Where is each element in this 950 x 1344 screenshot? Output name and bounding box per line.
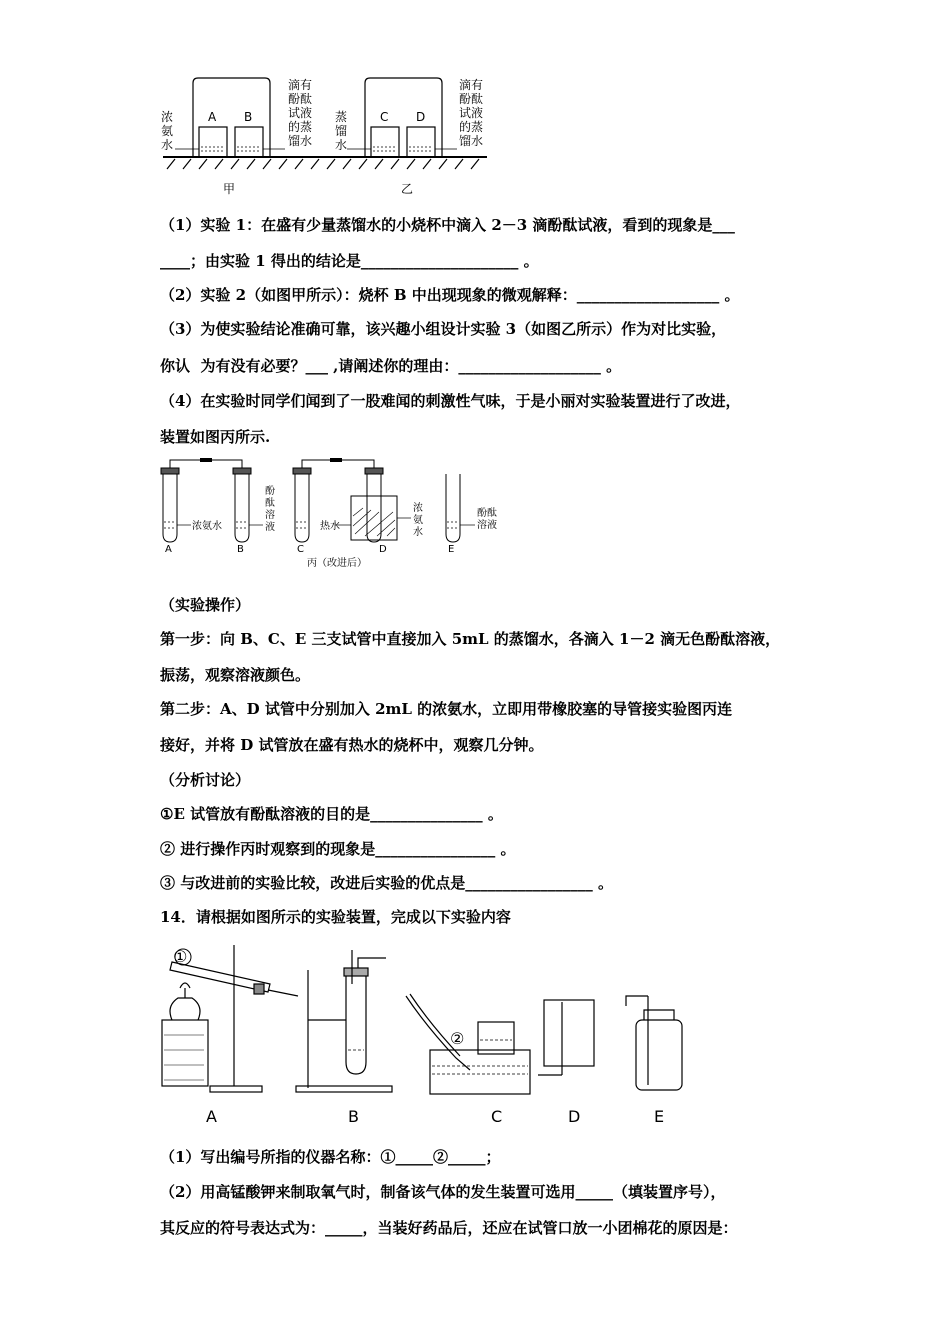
beaker-c-label: C xyxy=(380,110,389,124)
ops-title: （实验操作） xyxy=(160,596,251,614)
mark-2: ② xyxy=(450,1029,465,1048)
question-1: （1）实验 1：在盛有少量蒸馏水的小烧杯中滴入 2－3 滴酚酞试液，看到的现象是___ xyxy=(160,216,735,234)
apparatus-label-d: D xyxy=(568,1107,581,1126)
beaker-d-label: D xyxy=(416,110,426,124)
beaker-a-label: A xyxy=(208,110,217,124)
step-1: 第一步：向 B、C、E 三支试管中直接加入 5mL 的蒸馏水，各滴入 1－2 滴无色酚酞溶液， xyxy=(160,630,781,648)
question-14-2: （2）用高锰酸钾来制取氧气时，制备该气体的发生装置可选用_____（填装置序号）， xyxy=(160,1183,726,1201)
distilled-water-label: 蒸馏水 xyxy=(335,110,348,152)
tube-label-a: A xyxy=(165,544,172,555)
analysis-title: （分析讨论） xyxy=(160,771,251,789)
step-1-cont: 振荡，观察溶液颜色。 xyxy=(160,666,311,684)
apparatus-label-e: E xyxy=(654,1107,665,1126)
question-3-cont: 你认 为有没有必要？___ ,请阐述你的理由：___________________ 。 xyxy=(160,357,622,375)
tube-label-b: B xyxy=(237,544,244,555)
figure-jia-yi xyxy=(155,75,495,200)
question-4-cont: 装置如图丙所示. xyxy=(160,428,271,446)
question-2: （2）实验 2（如图甲所示）：烧杯 B 中出现现象的微观解释：___________________ 。 xyxy=(160,286,740,304)
phenol-water-label-yi: 滴有酚酞试液的蒸馏水 xyxy=(459,78,484,148)
question-14-3: 其反应的符号表达式为：_____，当装好药品后，还应在试管口放一小团棉花的原因是： xyxy=(160,1219,738,1237)
analysis-3: ③ 与改进前的实验比较，改进后实验的优点是_________________ 。 xyxy=(160,874,613,892)
figure-bing xyxy=(155,456,515,571)
conc-ammonia-label: 浓氨水 xyxy=(192,521,222,532)
tube-label-e: E xyxy=(448,544,455,555)
analysis-1: ①E 试管放有酚酞溶液的目的是_______________ 。 xyxy=(160,805,503,823)
hot-water-label: 热水 xyxy=(320,521,340,532)
phenol-solution-label-b: 酚酞溶液 xyxy=(265,486,275,533)
question-3: （3）为使实验结论准确可靠，该兴趣小组设计实验 3（如图乙所示）作为对比实验， xyxy=(160,320,727,338)
conc-ammonia-label-d: 浓氨水 xyxy=(413,503,423,538)
phenol-solution-label-e: 酚酞溶液 xyxy=(477,508,497,531)
phenol-water-label-jia: 滴有酚酞试液的蒸馏水 xyxy=(288,78,313,148)
caption-jia: 甲 xyxy=(223,182,236,196)
question-14: 14．请根据如图所示的实验装置，完成以下实验内容 xyxy=(160,908,511,926)
caption-yi: 乙 xyxy=(401,182,414,196)
figure-apparatus xyxy=(158,940,698,1130)
beaker-b-label: B xyxy=(244,110,253,124)
figure-bing-caption: 丙（改进后） xyxy=(307,558,367,569)
question-14-1: （1）写出编号所指的仪器名称：①_____②_____； xyxy=(160,1148,501,1166)
apparatus-label-c: C xyxy=(491,1107,503,1126)
analysis-2: ② 进行操作丙时观察到的现象是________________ 。 xyxy=(160,840,516,858)
question-1-cont: ____；由实验 1 得出的结论是_____________________ 。 xyxy=(160,252,539,270)
tube-label-d: D xyxy=(379,544,387,555)
question-4: （4）在实验时同学们闻到了一股难闻的刺激性气味，于是小丽对实验装置进行了改进， xyxy=(160,392,741,410)
step-2: 第二步：A、D 试管中分别加入 2mL 的浓氨水，立即用带橡胶塞的导管接实验图丙连 xyxy=(160,700,733,718)
apparatus-label-a: A xyxy=(206,1107,217,1126)
step-2-cont: 接好，并将 D 试管放在盛有热水的烧杯中，观察几分钟。 xyxy=(160,736,544,754)
conc-ammonia-label: 浓氨水 xyxy=(161,110,174,152)
tube-label-c: C xyxy=(297,544,304,555)
mark-1: ① xyxy=(173,947,188,966)
apparatus-label-b: B xyxy=(348,1107,359,1126)
